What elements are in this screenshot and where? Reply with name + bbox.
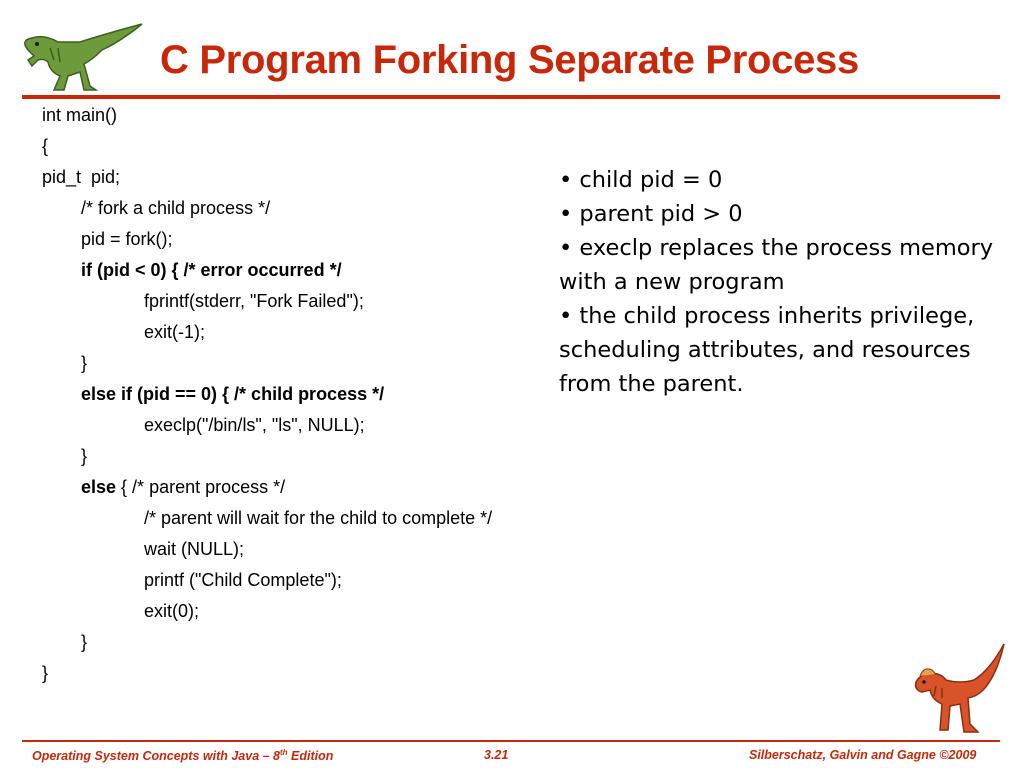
slide-title: C Program Forking Separate Process <box>160 38 859 82</box>
bullet-item: • parent pid > 0 <box>559 201 743 227</box>
green-dinosaur-icon <box>10 20 145 95</box>
code-line <box>81 197 270 219</box>
code-line <box>144 414 365 436</box>
code-line <box>81 445 87 467</box>
code-text: else if (pid == 0) { /* child process */ <box>81 384 385 404</box>
footer-page-number: 3.21 <box>484 748 509 762</box>
code-text: /* parent will wait for the child to complete */ <box>144 508 493 528</box>
code-line <box>81 631 87 653</box>
code-line <box>144 321 205 343</box>
footer-book-title <box>32 748 333 763</box>
code-text: int main() <box>42 105 118 125</box>
red-dinosaur-icon <box>906 640 1016 740</box>
code-text: /* fork a child process */ <box>81 198 271 218</box>
code-text: else <box>81 477 117 497</box>
code-text: { /* parent process */ <box>116 477 286 497</box>
code-line <box>81 259 342 281</box>
bullet-notes <box>559 163 1019 401</box>
code-line <box>144 290 364 312</box>
code-text: wait (NULL); <box>144 539 245 559</box>
code-text: { <box>42 136 49 156</box>
bullet-item: • child pid = 0 <box>559 167 723 193</box>
code-line <box>81 352 87 374</box>
code-line <box>42 104 117 126</box>
footer-copyright: Silberschatz, Galvin and Gagne ©2009 <box>749 748 977 762</box>
bullet-item: • the child process inherits privilege, scheduling attributes, and resources from the parent. <box>559 303 975 397</box>
code-text: } <box>81 353 88 373</box>
footer-book-sup: th <box>280 748 288 757</box>
code-line <box>81 228 173 250</box>
code-text: } <box>81 632 88 652</box>
title-divider <box>22 95 1000 99</box>
footer-divider <box>22 740 1000 742</box>
footer-book-text: Operating System Concepts with Java – 8 <box>32 749 280 764</box>
code-text: } <box>81 446 88 466</box>
bullet-item: • execlp replaces the process memory with a new program <box>559 235 994 295</box>
code-line <box>144 538 244 560</box>
code-text: exit(-1); <box>144 322 206 342</box>
code-text: exit(0); <box>144 601 200 621</box>
code-text: execlp("/bin/ls", "ls", NULL); <box>144 415 365 435</box>
footer-book-edition: Edition <box>287 749 334 764</box>
code-line <box>81 476 285 498</box>
code-line <box>42 135 48 157</box>
code-line <box>144 600 199 622</box>
code-line <box>144 569 342 591</box>
code-text: } <box>42 663 49 683</box>
code-text: pid_t pid; <box>42 167 121 187</box>
code-line <box>42 166 120 188</box>
code-line <box>42 662 48 684</box>
code-text: pid = fork(); <box>81 229 173 249</box>
code-line <box>81 383 384 405</box>
code-text: if (pid < 0) { /* error occurred */ <box>81 260 342 280</box>
code-line <box>144 507 492 529</box>
code-text: printf ("Child Complete"); <box>144 570 342 590</box>
code-text: fprintf(stderr, "Fork Failed"); <box>144 291 364 311</box>
